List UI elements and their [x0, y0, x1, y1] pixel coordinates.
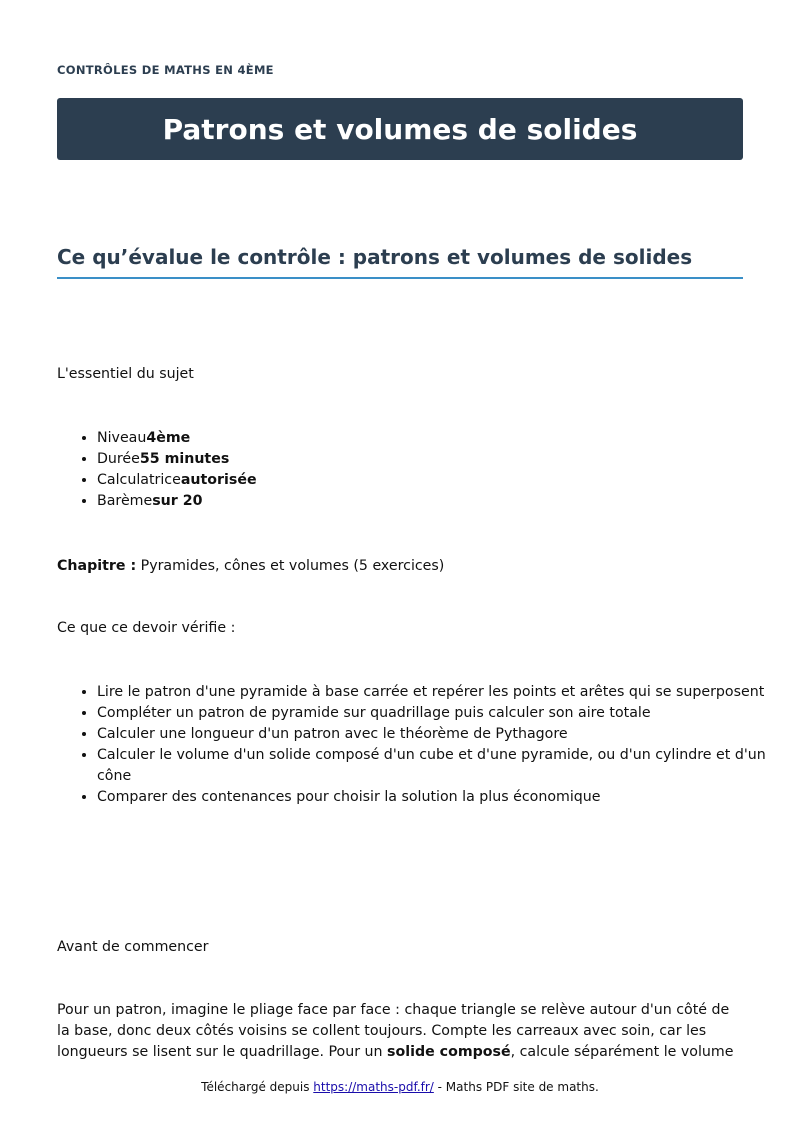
before-paragraph [57, 1000, 743, 1063]
item-value: sur 20 [152, 493, 203, 509]
before-text-1: Pour un patron, imagine le pliage face par face : chaque triangle se relève autour d'un côté de la base, donc deux côtés voisins se collent toujours. Compte les carreaux avec soin, car les longueurs se lisent sur le quadrillage. Pour un [57, 1002, 730, 1060]
item-value: autorisée [180, 472, 257, 488]
section-heading: Ce qu’évalue le contrôle : patrons et volumes de solides [57, 245, 743, 279]
footer-suffix: - Maths PDF site de maths. [433, 1080, 599, 1094]
footer-link[interactable]: https://maths-pdf.fr/ [313, 1080, 434, 1094]
before-bold: solide composé [387, 1044, 511, 1060]
essentials-item-grading [97, 491, 783, 512]
item-label: Barème [97, 493, 153, 509]
item-value: 55 minutes [139, 451, 230, 467]
item-label: Niveau [97, 430, 147, 446]
item-label: Calculatrice [97, 472, 181, 488]
essentials-item-duration [97, 449, 783, 470]
checks-label: Ce que ce devoir vérifie : [57, 620, 236, 636]
series-kicker: CONTRÔLES DE MATHS EN 4ÈME [57, 63, 274, 77]
essentials-label: L'essentiel du sujet [57, 366, 194, 382]
essentials-item-calculator [97, 470, 783, 491]
checks-item: • Calculer une longueur d'un patron avec le théorème de Pythagore [97, 724, 783, 745]
item-label: Durée [97, 451, 140, 467]
chapter-label: Chapitre : [57, 558, 137, 574]
footer-prefix: Téléchargé depuis [201, 1080, 314, 1094]
essentials-list [57, 428, 783, 512]
checks-item: • Compléter un patron de pyramide sur quadrillage puis calculer son aire totale [97, 703, 783, 724]
chapter-line [57, 556, 743, 577]
page-title: Patrons et volumes de solides [162, 112, 638, 146]
checks-list [57, 682, 783, 808]
before-label: Avant de commencer [57, 939, 209, 955]
chapter-text: Pyramides, cônes et volumes (5 exercices) [136, 558, 445, 574]
essentials-item-level [97, 428, 783, 449]
checks-item: • Calculer le volume d'un solide composé d'un cube et d'une pyramide, ou d'un cylindre et d'un cône [97, 745, 783, 787]
item-value: 4ème [146, 430, 191, 446]
page-footer [0, 1080, 800, 1094]
title-banner [57, 98, 743, 160]
checks-item: • Lire le patron d'une pyramide à base carrée et repérer les points et arêtes qui se superposent [97, 682, 783, 703]
before-text-2: , calcule séparément le volume [510, 1044, 734, 1060]
checks-item: • Comparer des contenances pour choisir la solution la plus économique [97, 787, 783, 808]
